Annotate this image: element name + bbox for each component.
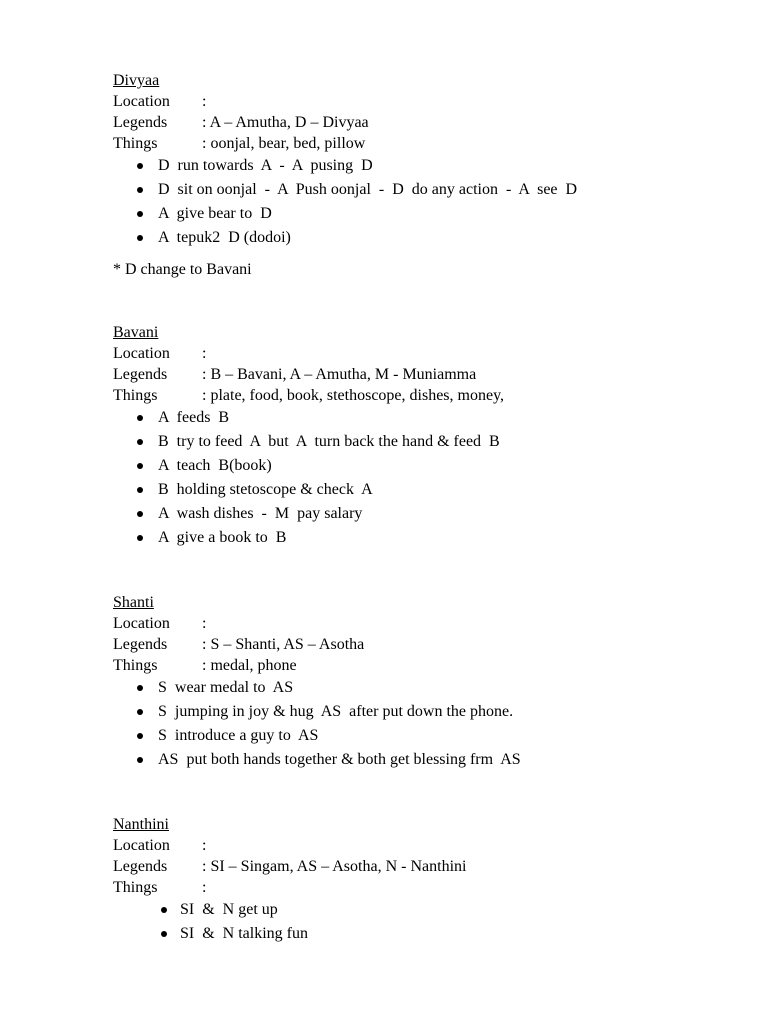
things-label: Things: [113, 657, 158, 674]
bullet-icon: [137, 733, 143, 739]
bullet-icon: [137, 463, 143, 469]
location-label: Location: [113, 93, 170, 110]
legends-row: [113, 634, 733, 655]
list-item: B holding stetoscope & check A: [113, 478, 733, 502]
list-item: SI & N get up: [113, 898, 733, 922]
section-nanthini: [113, 814, 733, 946]
location-value: :: [202, 93, 207, 110]
things-value: :: [202, 879, 207, 896]
legends-label: Legends: [113, 858, 168, 875]
bullet-icon: [137, 757, 143, 763]
bullet-icon: [161, 931, 167, 937]
list-item: A give a book to B: [113, 526, 733, 550]
section-note: * D change to Bavani: [113, 261, 252, 278]
bullet-list: [113, 898, 733, 946]
bullet-icon: [137, 709, 143, 715]
list-item: SI & N talking fun: [113, 922, 733, 946]
things-row: [113, 133, 733, 154]
section-bavani: [113, 322, 733, 550]
bullet-icon: [137, 415, 143, 421]
things-value: : medal, phone: [202, 657, 297, 674]
things-label: Things: [113, 879, 158, 896]
location-value: :: [202, 837, 207, 854]
things-value: : plate, food, book, stethoscope, dishes, money,: [202, 387, 505, 404]
legends-value: : B – Bavani, A – Amutha, M - Muniamma: [202, 366, 477, 383]
bullet-icon: [137, 187, 143, 193]
list-item: S wear medal to AS: [113, 676, 733, 700]
location-value: :: [202, 345, 207, 362]
bullet-icon: [161, 907, 167, 913]
bullet-list: [113, 676, 733, 772]
legends-label: Legends: [113, 366, 168, 383]
location-row: [113, 91, 733, 112]
bullet-icon: [137, 487, 143, 493]
list-item: A wash dishes - M pay salary: [113, 502, 733, 526]
list-item: A teach B(book): [113, 454, 733, 478]
list-item: A give bear to D: [113, 202, 733, 226]
bullet-icon: [137, 535, 143, 541]
things-label: Things: [113, 387, 158, 404]
bullet-list: [113, 406, 733, 550]
list-item: S introduce a guy to AS: [113, 724, 733, 748]
things-row: [113, 385, 733, 406]
legends-row: [113, 112, 733, 133]
legends-value: : S – Shanti, AS – Asotha: [202, 636, 365, 653]
section-title: Divyaa: [113, 72, 160, 89]
things-value: : oonjal, bear, bed, pillow: [202, 135, 366, 152]
location-label: Location: [113, 345, 170, 362]
legends-value: : A – Amutha, D – Divyaa: [202, 114, 369, 131]
bullet-icon: [137, 439, 143, 445]
bullet-icon: [137, 511, 143, 517]
section-title: Bavani: [113, 324, 159, 341]
legends-row: [113, 364, 733, 385]
section-title: Shanti: [113, 594, 154, 611]
bullet-icon: [137, 235, 143, 241]
bullet-icon: [137, 211, 143, 217]
document-page: [113, 70, 733, 946]
section-title: Nanthini: [113, 816, 169, 833]
things-row: [113, 655, 733, 676]
legends-label: Legends: [113, 636, 168, 653]
section-shanti: [113, 592, 733, 772]
location-row: [113, 343, 733, 364]
list-item: A feeds B: [113, 406, 733, 430]
list-item: B try to feed A but A turn back the hand & feed B: [113, 430, 733, 454]
bullet-list: [113, 154, 733, 250]
list-item: D run towards A - A pusing D: [113, 154, 733, 178]
list-item: AS put both hands together & both get blessing frm AS: [113, 748, 733, 772]
things-label: Things: [113, 135, 158, 152]
list-item: A tepuk2 D (dodoi): [113, 226, 733, 250]
bullet-icon: [137, 685, 143, 691]
list-item: D sit on oonjal - A Push oonjal - D do any action - A see D: [113, 178, 733, 202]
location-row: [113, 835, 733, 856]
location-label: Location: [113, 615, 170, 632]
list-item: S jumping in joy & hug AS after put down the phone.: [113, 700, 733, 724]
section-divyaa: [113, 70, 733, 280]
bullet-icon: [137, 163, 143, 169]
legends-value: : SI – Singam, AS – Asotha, N - Nanthini: [202, 858, 467, 875]
legends-row: [113, 856, 733, 877]
legends-label: Legends: [113, 114, 168, 131]
location-label: Location: [113, 837, 170, 854]
location-value: :: [202, 615, 207, 632]
location-row: [113, 613, 733, 634]
things-row: [113, 877, 733, 898]
